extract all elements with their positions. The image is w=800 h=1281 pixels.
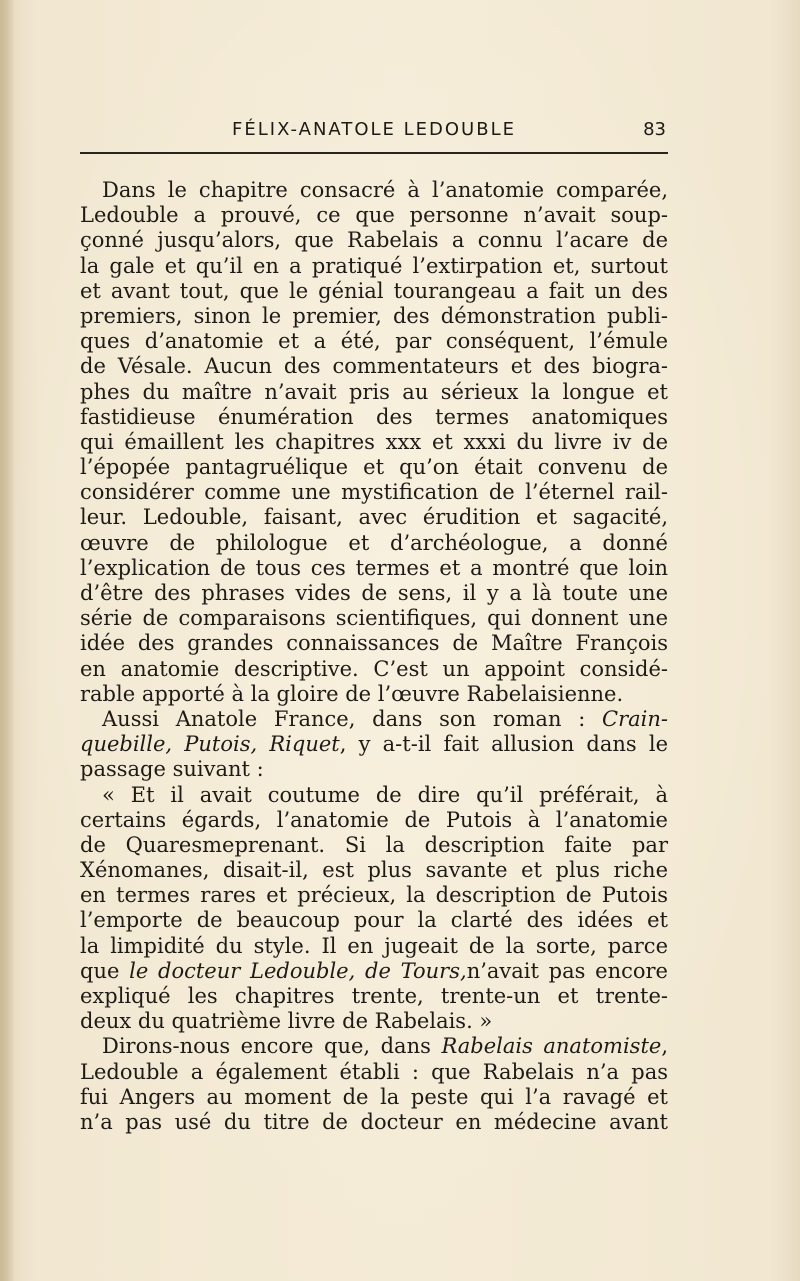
text-segment: l’épopée pantagruélique et qu’on était convenu de: [80, 455, 668, 480]
text-segment: de Quaresmeprenant. Si la description faite par: [80, 832, 668, 857]
text-segment: leur. Ledouble, faisant, avec érudition et sagacité,: [80, 505, 668, 530]
text-segment: et avant tout, que le génial tourangeau a fait un des: [80, 278, 668, 303]
running-header: [80, 117, 668, 145]
text-segment: la limpidité du style. Il en jugeait de la sorte, parce: [80, 933, 668, 958]
text-line: [80, 1110, 668, 1135]
text-line: [80, 430, 668, 455]
text-segment: expliqué les chapitres trente, trente-un et trente-: [80, 984, 668, 1008]
text-line: [80, 405, 668, 430]
page-number: 83: [643, 119, 666, 140]
text-line: [80, 1034, 668, 1059]
header-rule: [80, 152, 668, 154]
text-segment: d’être des phrases vides de sens, il y a là toute une: [80, 581, 668, 605]
text-line: [80, 883, 668, 908]
text-line: [80, 1085, 668, 1110]
text-line: [80, 631, 668, 656]
text-segment: œuvre de philologue et d’archéologue, a donné: [80, 530, 668, 555]
text-segment: Dirons-nous encore que, dans: [102, 1034, 442, 1059]
italic-text: quebille, Putois, Riquet: [80, 732, 340, 757]
text-segment: en anatomie descriptive. C’est un appoint considé-: [80, 656, 668, 681]
text-segment: Ledouble a également établi : que Rabelais n’a pas: [80, 1059, 668, 1084]
text-line: [80, 531, 668, 556]
running-header-title: FÉLIX-ANATOLE LEDOUBLE: [232, 119, 516, 140]
text-segment: rable apporté à la gloire de l’œuvre Rabelaisienne.: [80, 681, 624, 706]
text-line: [80, 657, 668, 682]
text-segment: en termes rares et précieux, la description de Putois: [80, 883, 668, 908]
text-segment: phes du maître n’avait pris au sérieux la longue et: [80, 379, 668, 404]
text-line: [80, 354, 668, 379]
text-segment: la gale et qu’il en a pratiqué l’extirpation et, surtout: [80, 253, 668, 278]
text-line: [80, 556, 668, 581]
text-line: [80, 707, 668, 732]
text-line: [80, 934, 668, 959]
text-segment: série de comparaisons scientifiques, qui donnent une: [80, 606, 668, 631]
text-segment: n’avait pas encore: [466, 958, 668, 983]
text-line: [80, 228, 668, 253]
text-line: [80, 329, 668, 354]
text-segment: premiers, sinon le premier, des démonstration publi-: [80, 303, 668, 328]
text-line: [80, 178, 668, 203]
text-line: [80, 858, 668, 883]
text-line: [80, 908, 668, 933]
text-line: [80, 455, 668, 480]
text-segment: ques d’anatomie et a été, par conséquent, l’émule: [80, 329, 668, 354]
text-segment: Xénomanes, disait-il, est plus savante et plus riche: [80, 858, 668, 883]
text-line: [80, 380, 668, 405]
text-segment: certains égards, l’anatomie de Putois à l’anatomie: [80, 807, 668, 832]
text-line: [80, 808, 668, 833]
text-line: [80, 757, 668, 782]
text-line: [80, 783, 668, 808]
italic-text: Rabelais anatomiste: [441, 1034, 662, 1059]
text-segment: idée des grandes connaissances de Maître François: [80, 631, 668, 656]
text-segment: Aussi Anatole France, dans son roman :: [102, 706, 603, 731]
text-segment: fastidieuse énumération des termes anatomiques: [80, 404, 668, 429]
text-line: [80, 581, 668, 606]
text-segment: Dans le chapitre consacré à l’anatomie comparée,: [102, 178, 668, 202]
text-segment: de Vésale. Aucun des commentateurs et des biogra-: [80, 354, 668, 379]
text-line: [80, 505, 668, 530]
text-line: [80, 279, 668, 304]
text-line: [80, 1060, 668, 1085]
text-segment: passage suivant :: [80, 757, 264, 782]
text-segment: considérer comme une mystification de l’éternel rail-: [80, 480, 668, 505]
text-line: [80, 254, 668, 279]
text-segment: n’a pas usé du titre de docteur en médecine avant: [80, 1109, 668, 1134]
text-segment: fui Angers au moment de la peste qui l’a ravagé et: [80, 1084, 668, 1109]
text-line: [80, 732, 668, 757]
text-line: [80, 682, 668, 707]
text-segment: l’emporte de beaucoup pour la clarté des idées et: [80, 908, 668, 933]
text-line: [80, 984, 668, 1009]
text-line: [80, 203, 668, 228]
text-segment: l’explication de tous ces termes et a montré que loin: [80, 555, 668, 580]
text-line: [80, 1009, 668, 1034]
page-gutter-shadow: [0, 0, 16, 1281]
text-line: [80, 304, 668, 329]
text-line: [80, 606, 668, 631]
text-segment: ,: [661, 1034, 668, 1059]
text-segment: Ledouble a prouvé, ce que personne n’avait soup-: [80, 203, 668, 228]
text-segment: çonné jusqu’alors, que Rabelais a connu l’acare de: [80, 228, 668, 253]
text-segment: , y a-t-il fait allusion dans le: [339, 732, 669, 757]
italic-text: Crain-: [602, 706, 668, 731]
text-segment: deux du quatrième livre de Rabelais. »: [80, 1009, 493, 1034]
body-text: [80, 178, 668, 1135]
text-segment: qui émaillent les chapitres xxx et xxxi du livre iv de: [80, 429, 668, 454]
text-segment: « Et il avait coutume de dire qu’il préférait, à: [102, 782, 668, 807]
text-line: [80, 480, 668, 505]
text-line: [80, 959, 668, 984]
text-segment: que: [80, 958, 130, 983]
text-line: [80, 833, 668, 858]
italic-text: le docteur Ledouble, de Tours,: [129, 958, 467, 983]
